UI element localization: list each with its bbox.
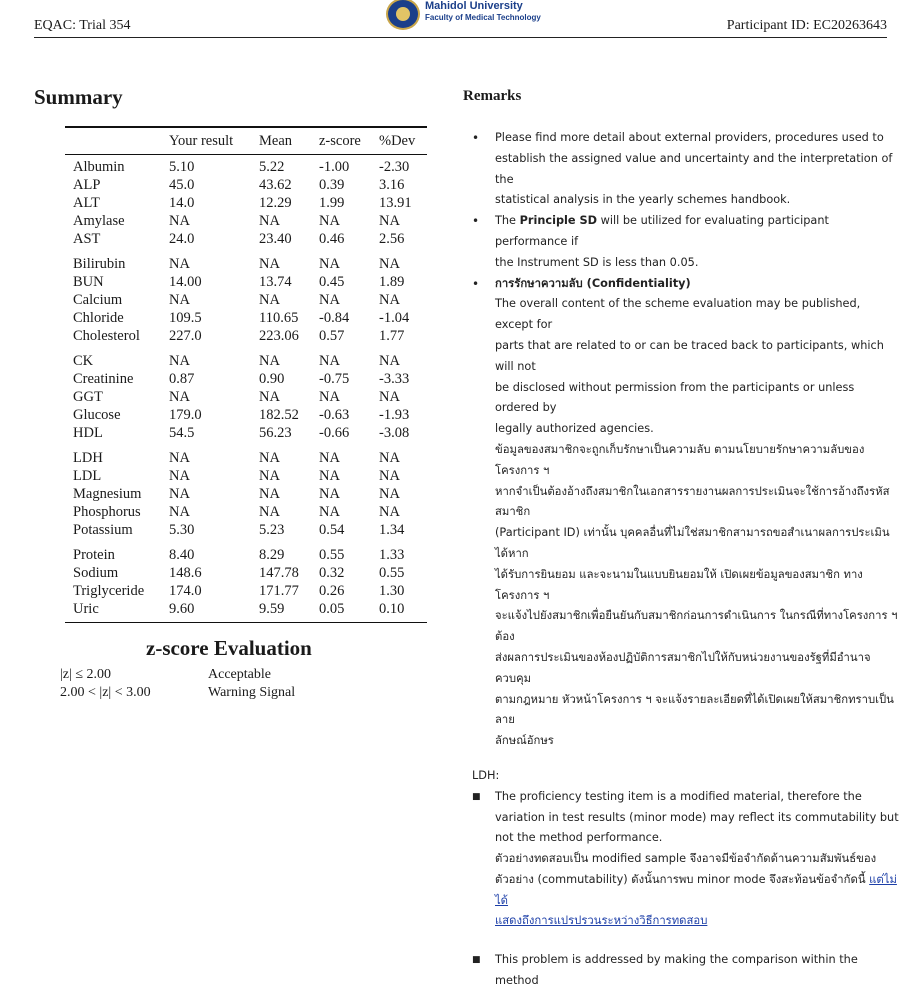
z-score: NA: [319, 388, 340, 405]
analyte-name: Protein: [73, 546, 115, 563]
z-score: 0.32: [319, 564, 345, 581]
z-score: -1.00: [319, 158, 350, 175]
your-result: NA: [169, 388, 190, 405]
your-result: 179.0: [169, 406, 202, 423]
remarks-title: Remarks: [463, 88, 522, 104]
mean-value: 8.29: [259, 546, 285, 563]
analyte-name: Sodium: [73, 564, 119, 581]
remark-line: The Principle SD will be utilized for evaluating participant performance if: [495, 214, 829, 248]
table-header-rule: [65, 154, 427, 155]
your-result: 5.30: [169, 521, 195, 538]
col-header-zscore: z-score: [319, 132, 361, 149]
zscore-title: z-score Evaluation: [146, 636, 312, 660]
percent-dev: 1.77: [379, 327, 405, 344]
table-row: [65, 406, 427, 424]
mean-value: 5.22: [259, 158, 285, 175]
table-row: [65, 212, 427, 230]
mean-value: 171.77: [259, 582, 299, 599]
your-result: 54.5: [169, 424, 195, 441]
percent-dev: NA: [379, 467, 400, 484]
remark-line: be disclosed without permission from the participants or unless ordered by: [495, 380, 855, 415]
mean-value: 9.59: [259, 600, 285, 617]
analyte-name: Bilirubin: [73, 255, 126, 272]
z-score: -0.75: [319, 370, 350, 387]
mean-value: NA: [259, 485, 280, 502]
remark-line: ข้อมูลของสมาชิกจะถูกเก็บรักษาเป็นความลับ ตามนโยบายรักษาความลับของโครงการ ฯ: [495, 442, 865, 477]
percent-dev: NA: [379, 449, 400, 466]
z-score: 0.45: [319, 273, 345, 290]
table-row: [65, 255, 427, 273]
z-score: NA: [319, 255, 340, 272]
mean-value: NA: [259, 291, 280, 308]
ldh-line: [495, 911, 900, 932]
percent-dev: 0.10: [379, 600, 405, 617]
mean-value: 182.52: [259, 406, 299, 423]
ldh-link[interactable]: แต่ไม่ได้: [495, 872, 897, 907]
z-score: -0.66: [319, 424, 350, 441]
remark-line: parts that are related to or can be traced back to participants, which will not: [495, 338, 884, 373]
table-row: [65, 273, 427, 291]
analyte-name: ALP: [73, 176, 101, 193]
percent-dev: NA: [379, 291, 400, 308]
remark-item: [472, 211, 900, 273]
your-result: NA: [169, 449, 190, 466]
summary-table: [65, 126, 427, 623]
analyte-name: AST: [73, 230, 101, 247]
remark-line: The overall content of the scheme evaluation may be published, except for: [495, 297, 861, 332]
logo-name: Mahidol University: [425, 0, 523, 12]
mean-value: 56.23: [259, 424, 292, 441]
your-result: NA: [169, 291, 190, 308]
participant-id: Participant ID: EC20263643: [726, 18, 887, 33]
remark-line: หากจำเป็นต้องอ้างถึงสมาชิกในเอกสารรายงานผลการประเมินจะใช้การอ้างถึงรหัสสมาชิก: [495, 484, 890, 519]
zscore-row: [60, 666, 295, 684]
ldh-link[interactable]: แสดงถึงการแปรปรวนระหว่างวิธีการทดสอบ: [495, 914, 708, 928]
table-header-row: [65, 128, 427, 152]
analyte-name: Creatinine: [73, 370, 134, 387]
z-score: 0.39: [319, 176, 345, 193]
bullet-icon: •: [472, 276, 480, 291]
col-header-mean: Mean: [259, 132, 293, 149]
table-body: [65, 158, 427, 618]
z-score: NA: [319, 485, 340, 502]
your-result: NA: [169, 352, 190, 369]
table-row: [65, 309, 427, 327]
mean-value: NA: [259, 352, 280, 369]
table-row: [65, 327, 427, 345]
percent-dev: NA: [379, 352, 400, 369]
your-result: 14.0: [169, 194, 195, 211]
analyte-name: Triglyceride: [73, 582, 145, 599]
table-row: [65, 449, 427, 467]
z-score: 0.55: [319, 546, 345, 563]
university-emblem-icon: [386, 0, 420, 30]
mean-value: 23.40: [259, 230, 292, 247]
z-score: 0.05: [319, 600, 345, 617]
percent-dev: 3.16: [379, 176, 405, 193]
analyte-name: Magnesium: [73, 485, 142, 502]
square-bullet-icon: ■: [472, 791, 481, 802]
table-row: [65, 194, 427, 212]
bullet-icon: •: [472, 131, 480, 145]
remark-line: ตามกฎหมาย หัวหน้าโครงการ ฯ จะแจ้งรายละเอียดที่ได้เปิดเผยให้สมาชิกทราบเป็นลาย: [495, 692, 894, 727]
remark-item: [472, 274, 900, 752]
remark-line: จะแจ้งไปยังสมาชิกเพื่อยืนยันกับสมาชิกก่อนการดำเนินการ ในกรณีที่ทางโครงการ ฯ ต้อง: [495, 609, 898, 644]
percent-dev: -3.08: [379, 424, 410, 441]
remark-item: [472, 128, 900, 211]
your-result: 5.10: [169, 158, 195, 175]
mean-value: 147.78: [259, 564, 299, 581]
zscore-range: 2.00 < |z| < 3.00: [60, 685, 151, 700]
analyte-name: LDL: [73, 467, 102, 484]
percent-dev: NA: [379, 485, 400, 502]
analyte-name: Glucose: [73, 406, 121, 423]
mean-value: NA: [259, 449, 280, 466]
remark-line: (Participant ID) เท่านั้น บุคคลอื่นที่ไม่ใช่สมาชิกสามารถขอสำเนาผลการประเมินได้หาก: [495, 526, 890, 560]
z-score: NA: [319, 212, 340, 229]
mean-value: 13.74: [259, 273, 292, 290]
percent-dev: 0.55: [379, 564, 405, 581]
trial-label: EQAC: Trial 354: [34, 18, 131, 33]
analyte-name: BUN: [73, 273, 104, 290]
table-row: [65, 424, 427, 442]
analyte-name: LDH: [73, 449, 103, 466]
summary-title: Summary: [34, 85, 123, 109]
mean-value: NA: [259, 255, 280, 272]
percent-dev: 2.56: [379, 230, 405, 247]
remark-line: Please find more detail about external providers, procedures used to: [495, 131, 884, 144]
percent-dev: NA: [379, 388, 400, 405]
percent-dev: -1.93: [379, 406, 410, 423]
col-header-dev: %Dev: [379, 132, 416, 149]
analyte-name: Uric: [73, 600, 99, 617]
ldh-line: ตัวอย่างทดสอบเป็น modified sample จึงอาจมีข้อจำกัดด้านความสัมพันธ์ของ: [495, 852, 877, 866]
table-row: [65, 564, 427, 582]
table-row: [65, 521, 427, 539]
percent-dev: NA: [379, 503, 400, 520]
z-score: -0.63: [319, 406, 350, 423]
ldh-line: The proficiency testing item is a modified material, therefore the: [495, 789, 862, 803]
percent-dev: 1.33: [379, 546, 405, 563]
analyte-name: Potassium: [73, 521, 133, 538]
ldh-label: LDH:: [472, 768, 500, 782]
percent-dev: 1.89: [379, 273, 405, 290]
analyte-name: GGT: [73, 388, 103, 405]
table-row: [65, 388, 427, 406]
table-row: [65, 546, 427, 564]
z-score: 0.54: [319, 521, 345, 538]
mean-value: 12.29: [259, 194, 292, 211]
remark-line: establish the assigned value and uncertainty and the interpretation of the: [495, 151, 893, 186]
analyte-name: ALT: [73, 194, 100, 211]
mean-value: NA: [259, 467, 280, 484]
ldh-line: variation in test results (minor mode) may reflect its commutability but: [495, 810, 899, 824]
percent-dev: -2.30: [379, 158, 410, 175]
table-row-group: [65, 352, 427, 442]
zscore-table: [60, 666, 295, 702]
remark-line: the Instrument SD is less than 0.05.: [495, 255, 699, 269]
ldh-line: ตัวอย่าง (commutability) ดังนั้นการพบ minor mode จึงสะท้อนข้อจำกัดนี้ แต่ไม่ได้: [495, 872, 897, 907]
your-result: NA: [169, 485, 190, 502]
analyte-name: CK: [73, 352, 94, 369]
your-result: 9.60: [169, 600, 195, 617]
table-row: [65, 176, 427, 194]
remarks-body: [472, 128, 900, 992]
bullet-icon: •: [472, 214, 480, 229]
mean-value: 223.06: [259, 327, 299, 344]
z-score: 0.57: [319, 327, 345, 344]
your-result: NA: [169, 467, 190, 484]
header-rule: [34, 37, 887, 38]
remark-line: ลักษณ์อักษร: [495, 734, 554, 748]
confidentiality-title: การรักษาความลับ (Confidentiality): [495, 276, 691, 290]
your-result: NA: [169, 255, 190, 272]
percent-dev: 1.34: [379, 521, 405, 538]
z-score: NA: [319, 449, 340, 466]
ldh-item: [472, 787, 900, 933]
analyte-name: Amylase: [73, 212, 125, 229]
zscore-row: [60, 684, 295, 702]
ldh-line: This problem is addressed by making the comparison within the method: [495, 953, 858, 988]
your-result: 109.5: [169, 309, 202, 326]
analyte-name: Chloride: [73, 309, 124, 326]
table-row: [65, 230, 427, 248]
mean-value: NA: [259, 503, 280, 520]
z-score: NA: [319, 352, 340, 369]
your-result: 227.0: [169, 327, 202, 344]
z-score: NA: [319, 467, 340, 484]
analyte-name: Albumin: [73, 158, 125, 175]
table-row: [65, 370, 427, 388]
col-header-result: Your result: [169, 132, 234, 149]
ldh-item: [472, 950, 900, 992]
percent-dev: -3.33: [379, 370, 410, 387]
z-score: 0.46: [319, 230, 345, 247]
table-row: [65, 467, 427, 485]
your-result: 8.40: [169, 546, 195, 563]
zscore-meaning: Warning Signal: [208, 685, 296, 700]
analyte-name: Phosphorus: [73, 503, 141, 520]
table-row-group: [65, 449, 427, 539]
mean-value: 43.62: [259, 176, 292, 193]
z-score: NA: [319, 291, 340, 308]
remark-line: ส่งผลการประเมินของห้องปฏิบัติการสมาชิกไปให้กับหน่วยงานของรัฐที่มีอำนาจควบคุม: [495, 650, 871, 685]
your-result: 24.0: [169, 230, 195, 247]
remark-line: ได้รับการยินยอม และจะนามในแบบยินยอมให้ เปิดเผยข้อมูลของสมาชิก ทางโครงการ ฯ: [495, 567, 863, 602]
table-row: [65, 291, 427, 309]
square-bullet-icon: ■: [472, 955, 481, 966]
table-row: [65, 600, 427, 618]
zscore-meaning: Acceptable: [208, 667, 271, 682]
table-bottom-rule: [65, 622, 427, 624]
your-result: 45.0: [169, 176, 195, 193]
percent-dev: 1.30: [379, 582, 405, 599]
col-header-analyte: [65, 128, 169, 152]
mean-value: 5.23: [259, 521, 285, 538]
table-row: [65, 582, 427, 600]
percent-dev: 13.91: [379, 194, 412, 211]
analyte-name: Calcium: [73, 291, 123, 308]
your-result: NA: [169, 212, 190, 229]
table-row-group: [65, 158, 427, 248]
zscore-range: |z| ≤ 2.00: [60, 667, 112, 682]
your-result: 148.6: [169, 564, 202, 581]
ldh-line: not the method performance.: [495, 831, 663, 845]
table-row: [65, 485, 427, 503]
university-logo: [386, 0, 541, 30]
remark-line: legally authorized agencies.: [495, 422, 654, 436]
percent-dev: NA: [379, 255, 400, 272]
table-row-group: [65, 255, 427, 345]
mean-value: NA: [259, 212, 280, 229]
mean-value: 110.65: [259, 309, 299, 326]
your-result: 0.87: [169, 370, 195, 387]
percent-dev: NA: [379, 212, 400, 229]
table-row: [65, 352, 427, 370]
table-row-group: [65, 546, 427, 618]
your-result: 174.0: [169, 582, 202, 599]
mean-value: NA: [259, 388, 280, 405]
z-score: NA: [319, 503, 340, 520]
z-score: 0.26: [319, 582, 345, 599]
table-row: [65, 503, 427, 521]
analyte-name: HDL: [73, 424, 103, 441]
analyte-name: Cholesterol: [73, 327, 140, 344]
remark-line: statistical analysis in the yearly schemes handbook.: [495, 193, 791, 207]
mean-value: 0.90: [259, 370, 285, 387]
percent-dev: -1.04: [379, 309, 410, 326]
z-score: -0.84: [319, 309, 350, 326]
logo-subtitle: Faculty of Medical Technology: [425, 12, 541, 22]
z-score: 1.99: [319, 194, 345, 211]
your-result: 14.00: [169, 273, 202, 290]
your-result: NA: [169, 503, 190, 520]
table-row: [65, 158, 427, 176]
